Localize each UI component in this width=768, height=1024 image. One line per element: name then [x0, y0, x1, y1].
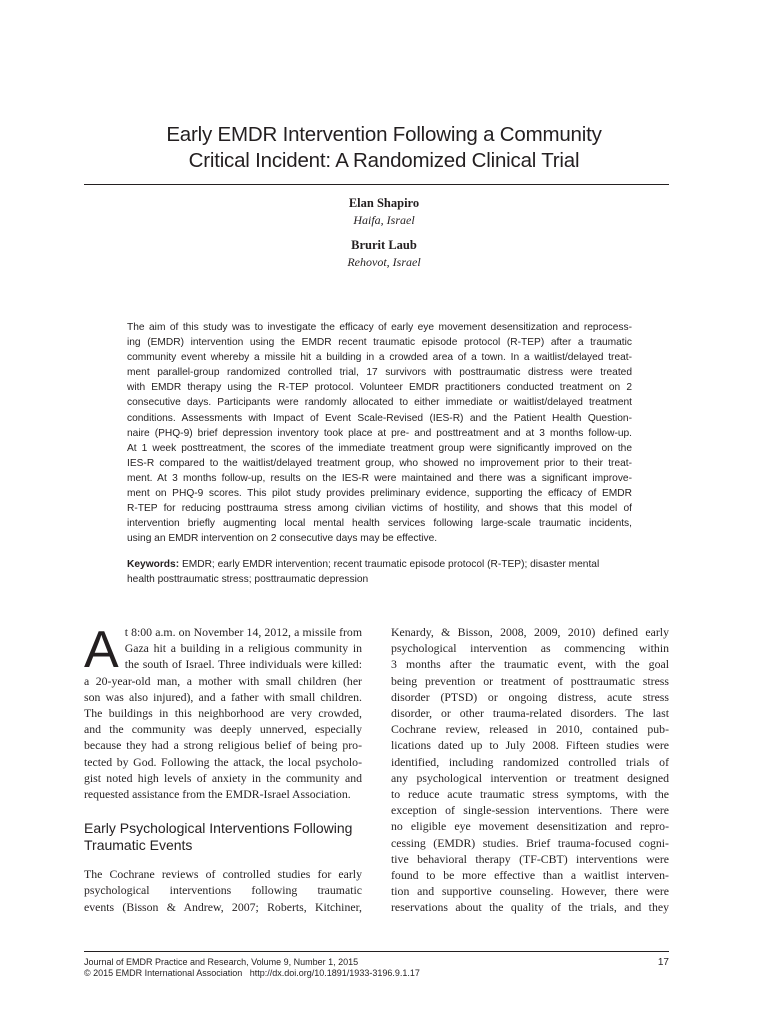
- title-line-1: Early EMDR Intervention Following a Community: [166, 123, 602, 146]
- body-line: exception of single-session interventions. There were: [391, 803, 669, 818]
- title-line-2: Critical Incident: A Randomized Clinical Trial: [188, 149, 580, 172]
- abstract-line: ment. At 3 months follow-up, results on the IES-R were maintained and there was a significant improve-: [127, 472, 632, 484]
- body-line: Kenardy, & Bisson, 2008, 2009, 2010) defined early: [391, 625, 669, 639]
- section-heading: [84, 820, 362, 854]
- body-line: disorder, or other trauma-related disorders. The last: [391, 706, 669, 721]
- author-affiliation-2: Rehovot, Israel: [347, 255, 421, 269]
- page-number: 17: [657, 957, 669, 968]
- abstract-line: naire (PHQ-9) brief depression inventory took place at pre- and posttreatment and at 3 months follow-up.: [127, 427, 632, 439]
- footer-journal: Journal of EMDR Practice and Research, Volume 9, Number 1, 2015: [84, 957, 359, 967]
- body-line: 3 months after the traumatic event, with the goal: [391, 657, 669, 672]
- body-line: t 8:00 a.m. on November 14, 2012, a missile from: [124, 625, 362, 639]
- body-line: to reduce acute traumatic stress symptoms, with the: [391, 787, 669, 802]
- body-line: because they had a strong religious belief of being pro-: [84, 738, 362, 753]
- body-line: and the community was deeply unnerved, especially: [84, 722, 362, 737]
- abstract-line: At 1 week posttreatment, the scores of the immediate treatment group were significantly improved on the: [127, 442, 632, 454]
- drop-cap: A: [84, 621, 119, 679]
- body-column-right: [391, 624, 669, 916]
- body-line: requested assistance from the EMDR-Israel Association.: [84, 787, 351, 802]
- abstract-line: using an EMDR intervention on 2 consecutive days may be effective.: [127, 533, 438, 545]
- footer-doi-link[interactable]: http://dx.doi.org/10.1891/1933-3196.9.1.17: [249, 968, 420, 978]
- abstract-line: IES-R compared to the waitlist/delayed treatment group, who showed no improvement prior to their treat-: [127, 457, 632, 469]
- body-line: tive behavioral therapy (TF-CBT) interventions were: [391, 851, 669, 866]
- body-line: a 20-year-old man, a mother with small children (her: [84, 673, 362, 688]
- article-title: [84, 122, 684, 174]
- body-line: found to be more effective than a waitlist interven-: [391, 868, 669, 883]
- abstract-line: with EMDR therapy using the R-TEP protocol. Volunteer EMDR practitioners conducted treatment on 2: [127, 382, 632, 394]
- body-line: tion and supportive counseling. However, there were: [391, 884, 669, 899]
- abstract-line: conditions. Assessments with Impact of Event Scale-Revised (IES-R) and the Patient Health Question-: [127, 412, 632, 424]
- author-name-2: Brurit Laub: [351, 238, 417, 252]
- body-line: disorder (PTSD) or ongoing distress, acute stress: [391, 689, 669, 704]
- body-line: psychological interventions following traumatic: [84, 883, 362, 898]
- body-line: cessing (EMDR) studies. Brief trauma-focused cogni-: [391, 835, 669, 850]
- body-line: Cochrane review, released in 2010, contained pub-: [391, 722, 669, 737]
- keywords-text-cont: health posttraumatic stress; posttraumatic depression: [127, 574, 369, 586]
- body-line: psychological intervention as commencing within: [391, 641, 669, 656]
- body-line: reservations about the quality of the trials, and they: [391, 900, 669, 915]
- body-line: no eligible eye movement desensitization and repro-: [391, 819, 669, 834]
- body-line: lications dated up to July 2008. Fifteen studies were: [391, 738, 669, 753]
- body-line: tected by God. Following the attack, the local psycholo-: [84, 754, 362, 769]
- abstract-line: ment on PHQ-9 scores. This pilot study provides preliminary evidence, supporting the efficacy of EMDR: [127, 488, 632, 500]
- body-line: the south of Israel. Three individuals were killed:: [124, 657, 362, 672]
- section-heading-line-1: Early Psychological Interventions Following: [84, 820, 353, 837]
- body-line: The Cochrane reviews of controlled studies for early: [84, 867, 362, 882]
- footer-copyright: © 2015 EMDR International Association: [84, 968, 243, 978]
- body-line: Gaza hit a building in a religious community in: [124, 641, 362, 656]
- abstract-line: ment parallel-group randomized controlled trial, 17 survivors with posttraumatic distress were treated: [127, 367, 632, 379]
- body-line: any psychological intervention or treatment designed: [391, 770, 669, 785]
- section-heading-line-2: Traumatic Events: [84, 837, 193, 854]
- body-line: gist noted high levels of anxiety in the community and: [84, 770, 362, 785]
- body-column-left: [84, 621, 362, 915]
- body-line: son was also injured), and a father with small children.: [84, 689, 362, 704]
- title-divider: [84, 184, 669, 185]
- abstract-line: R-TEP for reducing posttrauma stress among civilian victims of hostility, and shows that this model of: [127, 503, 632, 515]
- body-line: identified, including randomized controlled trials of: [391, 754, 669, 769]
- abstract-line: ing (EMDR) intervention using the EMDR recent traumatic episode protocol (R-TEP) after a traumatic: [127, 337, 632, 349]
- body-line: The buildings in this neighborhood are very crowded,: [84, 706, 362, 721]
- keywords-label: Keywords:: [127, 559, 180, 570]
- abstract-line: consecutive days. Participants were randomly allocated to either immediate or waitlist/delayed treatment: [127, 397, 632, 409]
- body-line: being prevention or treatment of posttraumatic stress: [391, 673, 669, 688]
- abstract-line: The aim of this study was to investigate the efficacy of early eye movement desensitization and reprocess-: [127, 322, 632, 333]
- body-line: events (Bisson & Andrew, 2007; Roberts, Kitchiner,: [84, 899, 362, 914]
- abstract-line: community event whereby a missile hit a building in a crowded area of a town. In a waitlist/delayed treat-: [127, 352, 632, 364]
- keywords: [127, 557, 632, 587]
- abstract-line: intervention briefly augmenting local mental health services following large-scale traumatic incidents,: [127, 518, 632, 530]
- keywords-text: EMDR; early EMDR intervention; recent traumatic episode protocol (R-TEP); disaster mental: [181, 559, 600, 570]
- footer-copyright-line: [84, 968, 420, 979]
- author-name-1: Elan Shapiro: [348, 196, 420, 210]
- abstract: [127, 320, 632, 546]
- footer-divider: [84, 951, 669, 952]
- author-affiliation-1: Haifa, Israel: [353, 213, 415, 227]
